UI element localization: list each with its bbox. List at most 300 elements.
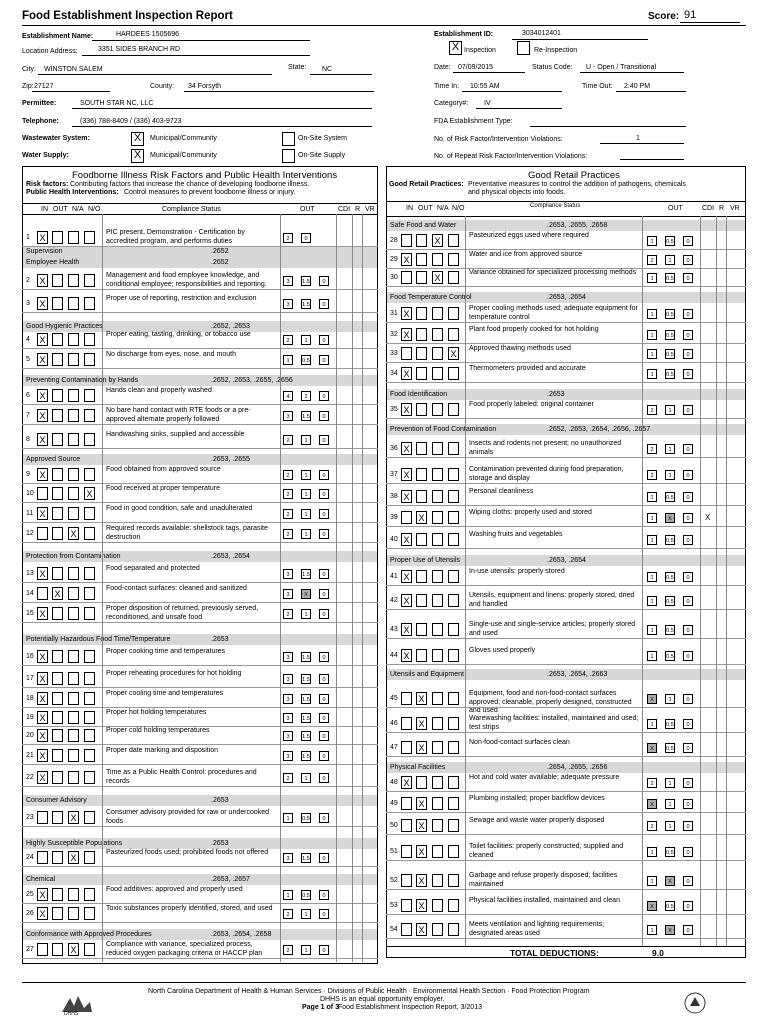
right-item-points-box[interactable]: 1	[647, 596, 657, 606]
left-item-points-box[interactable]: 1	[301, 609, 311, 619]
left-item-na-checkbox[interactable]	[68, 274, 79, 287]
right-item-in-checkbox[interactable]	[401, 511, 412, 524]
left-item-points-box[interactable]: 1	[283, 890, 293, 900]
right-item-points-box[interactable]: 1	[647, 369, 657, 379]
left-item-out-checkbox[interactable]	[52, 650, 63, 663]
right-item-points-box[interactable]: X	[647, 901, 657, 911]
right-item-no-checkbox[interactable]	[448, 511, 459, 524]
right-item-points-box[interactable]: 1	[665, 470, 675, 480]
left-item-na-checkbox[interactable]: X	[68, 811, 79, 824]
zip-field[interactable]: 27127	[34, 83, 54, 90]
left-item-points-box[interactable]: 3	[283, 713, 293, 723]
right-item-no-checkbox[interactable]	[448, 899, 459, 912]
right-item-in-checkbox[interactable]	[401, 874, 412, 887]
right-item-points-box[interactable]: 1	[665, 444, 675, 454]
left-item-points-box[interactable]: 1	[301, 909, 311, 919]
establishment-name-field[interactable]: HARDEES 1505696	[116, 31, 180, 38]
left-item-in-checkbox[interactable]: X	[37, 650, 48, 663]
right-item-in-checkbox[interactable]	[401, 819, 412, 832]
left-item-out-checkbox[interactable]	[52, 749, 63, 762]
right-item-no-checkbox[interactable]	[448, 490, 459, 503]
right-item-out-checkbox[interactable]	[416, 347, 427, 360]
right-item-no-checkbox[interactable]	[448, 717, 459, 730]
left-item-points-box[interactable]: 0	[319, 589, 329, 599]
left-item-points-box[interactable]: 1.5	[301, 674, 311, 684]
right-item-no-checkbox[interactable]	[448, 776, 459, 789]
right-item-out-checkbox[interactable]	[416, 234, 427, 247]
inspection-checkbox[interactable]: X	[449, 41, 462, 55]
left-item-points-box[interactable]: 1.5	[301, 731, 311, 741]
right-item-points-box[interactable]: 0	[683, 743, 693, 753]
left-item-na-checkbox[interactable]	[68, 711, 79, 724]
left-item-points-box[interactable]: 3	[283, 411, 293, 421]
telephone-field[interactable]: (336) 788-8409 / (336) 403-9723	[80, 118, 182, 125]
left-item-points-box[interactable]: 0	[319, 569, 329, 579]
right-item-in-checkbox[interactable]: X	[401, 253, 412, 266]
left-item-in-checkbox[interactable]: X	[37, 274, 48, 287]
right-item-out-checkbox[interactable]	[416, 307, 427, 320]
left-item-points-box[interactable]: 0	[319, 435, 329, 445]
left-item-points-box[interactable]: 2	[283, 909, 293, 919]
right-item-in-checkbox[interactable]: X	[401, 623, 412, 636]
right-item-points-box[interactable]: 1	[665, 799, 675, 809]
right-item-out-checkbox[interactable]	[416, 271, 427, 284]
right-item-points-box[interactable]: 1	[647, 876, 657, 886]
left-item-in-checkbox[interactable]: X	[37, 607, 48, 620]
left-item-points-box[interactable]: 1.5	[301, 652, 311, 662]
right-item-points-box[interactable]: 0.5	[665, 273, 675, 283]
left-item-in-checkbox[interactable]: X	[37, 672, 48, 685]
left-item-no-checkbox[interactable]	[84, 711, 95, 724]
left-item-out-checkbox[interactable]	[52, 353, 63, 366]
left-item-in-checkbox[interactable]: X	[37, 692, 48, 705]
right-item-na-checkbox[interactable]	[432, 490, 443, 503]
right-item-in-checkbox[interactable]: X	[401, 442, 412, 455]
right-item-out-checkbox[interactable]	[416, 367, 427, 380]
left-item-na-checkbox[interactable]	[68, 650, 79, 663]
right-item-points-box[interactable]: 0	[683, 778, 693, 788]
left-item-no-checkbox[interactable]	[84, 907, 95, 920]
location-field[interactable]: 3351 SIDES BRANCH RD	[98, 46, 181, 53]
total-deductions-value[interactable]: 9.0	[652, 948, 664, 958]
left-item-no-checkbox[interactable]	[84, 433, 95, 446]
right-item-points-box[interactable]: 0	[683, 925, 693, 935]
right-item-points-box[interactable]: 0.5	[665, 847, 675, 857]
right-item-in-checkbox[interactable]: X	[401, 594, 412, 607]
left-item-points-box[interactable]: 1	[301, 489, 311, 499]
right-item-points-box[interactable]: 0.5	[665, 236, 675, 246]
left-item-no-checkbox[interactable]	[84, 468, 95, 481]
right-item-na-checkbox[interactable]	[432, 623, 443, 636]
left-item-points-box[interactable]: 0	[319, 470, 329, 480]
right-item-no-checkbox[interactable]	[448, 403, 459, 416]
left-item-na-checkbox[interactable]: X	[68, 851, 79, 864]
right-item-in-checkbox[interactable]: X	[401, 328, 412, 341]
left-item-points-box[interactable]: 1.5	[301, 713, 311, 723]
establishment-id-field[interactable]: 3034012401	[522, 30, 561, 37]
state-field[interactable]: NC	[322, 66, 333, 73]
left-item-no-checkbox[interactable]	[84, 650, 95, 663]
left-item-points-box[interactable]: 3	[283, 276, 293, 286]
left-item-na-checkbox[interactable]	[68, 567, 79, 580]
right-item-points-box[interactable]: 0	[683, 369, 693, 379]
right-item-points-box[interactable]: 0.5	[665, 651, 675, 661]
left-item-na-checkbox[interactable]	[68, 749, 79, 762]
left-item-out-checkbox[interactable]	[52, 297, 63, 310]
left-item-out-checkbox[interactable]	[52, 527, 63, 540]
left-item-points-box[interactable]: 2	[283, 609, 293, 619]
right-item-points-box[interactable]: 0	[683, 901, 693, 911]
left-item-points-box[interactable]: 1	[301, 509, 311, 519]
right-item-no-checkbox[interactable]	[448, 307, 459, 320]
right-item-in-checkbox[interactable]	[401, 717, 412, 730]
right-item-in-checkbox[interactable]: X	[401, 570, 412, 583]
left-item-out-checkbox[interactable]	[52, 771, 63, 784]
left-item-points-box[interactable]: 0.5	[301, 890, 311, 900]
left-item-no-checkbox[interactable]	[84, 274, 95, 287]
left-item-out-checkbox[interactable]	[52, 433, 63, 446]
right-item-points-box[interactable]: 2	[647, 778, 657, 788]
left-item-out-checkbox[interactable]	[52, 409, 63, 422]
left-item-out-checkbox[interactable]	[52, 507, 63, 520]
left-item-in-checkbox[interactable]: X	[37, 231, 48, 244]
left-item-points-box[interactable]: 1	[301, 529, 311, 539]
left-item-points-box[interactable]: 3	[283, 589, 293, 599]
right-item-in-checkbox[interactable]	[401, 899, 412, 912]
county-field[interactable]: 34 Forsyth	[188, 83, 222, 90]
right-item-no-checkbox[interactable]	[448, 367, 459, 380]
left-item-points-box[interactable]: 1.5	[301, 411, 311, 421]
left-item-no-checkbox[interactable]: X	[84, 487, 95, 500]
right-item-points-box[interactable]: 0	[683, 651, 693, 661]
right-item-na-checkbox[interactable]	[432, 570, 443, 583]
right-item-points-box[interactable]: 0	[683, 236, 693, 246]
right-item-in-checkbox[interactable]	[401, 845, 412, 858]
left-item-na-checkbox[interactable]	[68, 672, 79, 685]
right-item-no-checkbox[interactable]	[448, 819, 459, 832]
left-item-points-box[interactable]: 1.5	[301, 569, 311, 579]
right-item-out-checkbox[interactable]	[416, 570, 427, 583]
right-item-na-checkbox[interactable]	[432, 347, 443, 360]
right-item-points-box[interactable]: 1	[647, 847, 657, 857]
right-item-points-box[interactable]: 0	[683, 876, 693, 886]
right-item-in-checkbox[interactable]: X	[401, 776, 412, 789]
right-item-points-box[interactable]: 0	[683, 492, 693, 502]
right-item-no-checkbox[interactable]	[448, 328, 459, 341]
right-item-points-box[interactable]: 0	[683, 273, 693, 283]
right-item-na-checkbox[interactable]	[432, 307, 443, 320]
left-item-na-checkbox[interactable]	[68, 297, 79, 310]
right-item-points-box[interactable]: 2	[647, 405, 657, 415]
right-item-out-checkbox[interactable]: X	[416, 845, 427, 858]
right-item-points-box[interactable]: 0.5	[665, 492, 675, 502]
right-item-in-checkbox[interactable]	[401, 923, 412, 936]
left-item-out-checkbox[interactable]	[52, 811, 63, 824]
left-item-points-box[interactable]: 0	[319, 355, 329, 365]
left-item-points-box[interactable]: 0	[301, 233, 311, 243]
water-municipal-checkbox[interactable]: X	[131, 149, 144, 163]
left-item-points-box[interactable]: 0	[319, 652, 329, 662]
right-item-na-checkbox[interactable]	[432, 923, 443, 936]
right-item-points-box[interactable]: 0.5	[665, 743, 675, 753]
left-item-points-box[interactable]: 0	[319, 890, 329, 900]
right-item-points-box[interactable]: 1	[647, 535, 657, 545]
left-item-points-box[interactable]: 1.5	[301, 276, 311, 286]
right-item-in-checkbox[interactable]: X	[401, 307, 412, 320]
left-item-points-box[interactable]: 1	[301, 335, 311, 345]
left-item-out-checkbox[interactable]	[52, 907, 63, 920]
left-item-in-checkbox[interactable]: X	[37, 468, 48, 481]
right-item-points-box[interactable]: 2	[647, 821, 657, 831]
left-item-no-checkbox[interactable]	[84, 811, 95, 824]
left-item-out-checkbox[interactable]	[52, 851, 63, 864]
left-item-in-checkbox[interactable]: X	[37, 771, 48, 784]
left-item-na-checkbox[interactable]	[68, 487, 79, 500]
right-item-points-box[interactable]: 0	[683, 572, 693, 582]
right-item-out-checkbox[interactable]	[416, 594, 427, 607]
left-item-no-checkbox[interactable]	[84, 333, 95, 346]
left-item-points-box[interactable]: 0	[319, 509, 329, 519]
right-item-points-box[interactable]: X	[665, 876, 675, 886]
right-item-no-checkbox[interactable]	[448, 923, 459, 936]
right-item-out-checkbox[interactable]	[416, 328, 427, 341]
right-item-no-checkbox[interactable]	[448, 649, 459, 662]
right-item-points-box[interactable]: 0.5	[665, 625, 675, 635]
left-item-no-checkbox[interactable]	[84, 297, 95, 310]
right-item-na-checkbox[interactable]: X	[432, 271, 443, 284]
left-item-in-checkbox[interactable]	[37, 811, 48, 824]
right-item-points-box[interactable]: 1	[647, 925, 657, 935]
right-item-na-checkbox[interactable]	[432, 845, 443, 858]
city-field[interactable]: WINSTON SALEM	[44, 66, 103, 73]
right-item-points-box[interactable]: 0	[683, 405, 693, 415]
right-item-na-checkbox[interactable]	[432, 511, 443, 524]
left-item-in-checkbox[interactable]: X	[37, 729, 48, 742]
left-item-out-checkbox[interactable]	[52, 711, 63, 724]
left-item-out-checkbox[interactable]	[52, 888, 63, 901]
left-item-na-checkbox[interactable]	[68, 333, 79, 346]
right-item-na-checkbox[interactable]	[432, 594, 443, 607]
left-item-points-box[interactable]: 0	[319, 674, 329, 684]
left-item-points-box[interactable]: 3	[283, 853, 293, 863]
left-item-points-box[interactable]: 0	[319, 609, 329, 619]
left-item-na-checkbox[interactable]	[68, 888, 79, 901]
left-item-points-box[interactable]: 0	[319, 489, 329, 499]
right-item-points-box[interactable]: 2	[647, 444, 657, 454]
left-item-points-box[interactable]: 1	[301, 945, 311, 955]
right-item-points-box[interactable]: 0	[683, 719, 693, 729]
left-item-in-checkbox[interactable]: X	[37, 433, 48, 446]
right-item-points-box[interactable]: 0.5	[665, 596, 675, 606]
left-item-in-checkbox[interactable]	[37, 527, 48, 540]
right-item-in-checkbox[interactable]	[401, 234, 412, 247]
right-item-out-checkbox[interactable]: X	[416, 741, 427, 754]
right-item-na-checkbox[interactable]	[432, 692, 443, 705]
left-item-points-box[interactable]: 0	[319, 276, 329, 286]
left-item-out-checkbox[interactable]	[52, 692, 63, 705]
category-field[interactable]: IV	[484, 100, 491, 107]
right-item-no-checkbox[interactable]	[448, 253, 459, 266]
right-item-points-box[interactable]: 1	[647, 349, 657, 359]
left-item-out-checkbox[interactable]	[52, 274, 63, 287]
right-item-points-box[interactable]: 1	[647, 625, 657, 635]
reinspection-checkbox[interactable]	[517, 41, 530, 55]
left-item-no-checkbox[interactable]	[84, 749, 95, 762]
left-item-points-box[interactable]: 0	[319, 694, 329, 704]
left-item-in-checkbox[interactable]: X	[37, 711, 48, 724]
right-item-in-checkbox[interactable]	[401, 797, 412, 810]
right-item-points-box[interactable]: 1	[647, 330, 657, 340]
right-item-points-box[interactable]: 0	[683, 349, 693, 359]
right-item-in-checkbox[interactable]: X	[401, 533, 412, 546]
left-item-out-checkbox[interactable]: X	[52, 587, 63, 600]
right-item-no-checkbox[interactable]	[448, 594, 459, 607]
left-item-points-box[interactable]: 1	[283, 813, 293, 823]
left-item-in-checkbox[interactable]: X	[37, 353, 48, 366]
right-item-no-checkbox[interactable]: X	[448, 347, 459, 360]
right-item-in-checkbox[interactable]	[401, 692, 412, 705]
left-item-points-box[interactable]: 3	[283, 674, 293, 684]
right-item-no-checkbox[interactable]	[448, 468, 459, 481]
right-item-in-checkbox[interactable]: X	[401, 403, 412, 416]
left-item-no-checkbox[interactable]	[84, 771, 95, 784]
right-item-points-box[interactable]: 1	[647, 309, 657, 319]
right-item-points-box[interactable]: 1	[647, 236, 657, 246]
right-item-na-checkbox[interactable]	[432, 403, 443, 416]
left-item-na-checkbox[interactable]	[68, 729, 79, 742]
left-item-points-box[interactable]: 1	[301, 773, 311, 783]
right-item-points-box[interactable]: 0	[683, 309, 693, 319]
right-item-no-checkbox[interactable]	[448, 623, 459, 636]
left-item-no-checkbox[interactable]	[84, 587, 95, 600]
left-item-na-checkbox[interactable]: X	[68, 943, 79, 956]
left-item-points-box[interactable]: X	[301, 589, 311, 599]
left-item-in-checkbox[interactable]: X	[37, 409, 48, 422]
right-item-points-box[interactable]: 1	[647, 651, 657, 661]
right-item-points-box[interactable]: 1	[665, 694, 675, 704]
left-item-points-box[interactable]: 0	[319, 945, 329, 955]
left-item-na-checkbox[interactable]: X	[68, 527, 79, 540]
left-item-points-box[interactable]: 2	[283, 435, 293, 445]
right-item-na-checkbox[interactable]	[432, 776, 443, 789]
left-item-points-box[interactable]: 0	[319, 731, 329, 741]
right-item-points-box[interactable]: X	[647, 743, 657, 753]
left-item-in-checkbox[interactable]	[37, 587, 48, 600]
status-code-field[interactable]: U - Open / Transitional	[586, 64, 657, 71]
left-item-points-box[interactable]: 0	[319, 529, 329, 539]
left-item-no-checkbox[interactable]	[84, 672, 95, 685]
left-item-na-checkbox[interactable]	[68, 507, 79, 520]
left-item-no-checkbox[interactable]	[84, 567, 95, 580]
left-item-points-box[interactable]: 1.5	[301, 751, 311, 761]
left-item-no-checkbox[interactable]	[84, 409, 95, 422]
right-item-out-checkbox[interactable]	[416, 623, 427, 636]
right-item-points-box[interactable]: X	[647, 799, 657, 809]
right-item-in-checkbox[interactable]: X	[401, 649, 412, 662]
left-item-points-box[interactable]: 2	[283, 509, 293, 519]
left-item-out-checkbox[interactable]	[52, 389, 63, 402]
wastewater-municipal-checkbox[interactable]: X	[131, 132, 144, 146]
right-item-points-box[interactable]: 0.5	[665, 572, 675, 582]
left-item-in-checkbox[interactable]: X	[37, 389, 48, 402]
right-item-no-checkbox[interactable]	[448, 874, 459, 887]
right-item-na-checkbox[interactable]	[432, 253, 443, 266]
left-item-points-box[interactable]: 2	[283, 470, 293, 480]
left-item-na-checkbox[interactable]	[68, 353, 79, 366]
left-item-points-box[interactable]: 3	[283, 299, 293, 309]
left-item-in-checkbox[interactable]: X	[37, 567, 48, 580]
left-item-points-box[interactable]: 2	[283, 335, 293, 345]
left-item-points-box[interactable]: 0	[319, 773, 329, 783]
date-field[interactable]: 07/09/2015	[458, 64, 494, 71]
permittee-field[interactable]: SOUTH STAR NC, LLC	[80, 100, 154, 107]
right-item-in-checkbox[interactable]	[401, 347, 412, 360]
left-item-points-box[interactable]: 2	[283, 945, 293, 955]
right-item-out-checkbox[interactable]: X	[416, 899, 427, 912]
left-item-out-checkbox[interactable]	[52, 231, 63, 244]
right-item-points-box[interactable]: 0	[683, 330, 693, 340]
left-item-no-checkbox[interactable]	[84, 692, 95, 705]
right-item-points-box[interactable]: 1	[665, 778, 675, 788]
right-item-out-checkbox[interactable]	[416, 776, 427, 789]
right-item-no-checkbox[interactable]	[448, 533, 459, 546]
right-item-out-checkbox[interactable]	[416, 533, 427, 546]
right-item-points-box[interactable]: 1	[647, 492, 657, 502]
right-item-points-box[interactable]: 0	[683, 847, 693, 857]
left-item-in-checkbox[interactable]: X	[37, 507, 48, 520]
right-item-no-checkbox[interactable]	[448, 570, 459, 583]
right-item-points-box[interactable]: 0	[683, 444, 693, 454]
right-item-no-checkbox[interactable]	[448, 692, 459, 705]
left-item-points-box[interactable]: 0	[319, 335, 329, 345]
right-item-points-box[interactable]: 0	[683, 596, 693, 606]
left-item-points-box[interactable]: 1.5	[301, 299, 311, 309]
right-item-in-checkbox[interactable]: X	[401, 367, 412, 380]
left-item-na-checkbox[interactable]	[68, 692, 79, 705]
onsite-supply-checkbox[interactable]	[282, 149, 295, 163]
right-item-out-checkbox[interactable]	[416, 442, 427, 455]
right-item-points-box[interactable]: 0	[683, 821, 693, 831]
left-item-no-checkbox[interactable]	[84, 888, 95, 901]
right-item-points-box[interactable]: X	[647, 694, 657, 704]
left-item-na-checkbox[interactable]	[68, 389, 79, 402]
left-item-na-checkbox[interactable]	[68, 231, 79, 244]
right-item-points-box[interactable]: 0	[683, 513, 693, 523]
right-item-na-checkbox[interactable]	[432, 797, 443, 810]
right-item-points-box[interactable]: 0.5	[665, 535, 675, 545]
left-item-points-box[interactable]: 2	[301, 391, 311, 401]
onsite-system-checkbox[interactable]	[282, 132, 295, 146]
right-item-na-checkbox[interactable]	[432, 874, 443, 887]
right-item-na-checkbox[interactable]	[432, 468, 443, 481]
right-item-no-checkbox[interactable]	[448, 741, 459, 754]
left-item-no-checkbox[interactable]	[84, 231, 95, 244]
left-item-no-checkbox[interactable]	[84, 607, 95, 620]
score-value[interactable]: 91	[684, 9, 697, 21]
left-item-points-box[interactable]: 0	[319, 391, 329, 401]
left-item-points-box[interactable]: 0.5	[301, 813, 311, 823]
left-item-points-box[interactable]: 2	[283, 529, 293, 539]
left-item-out-checkbox[interactable]	[52, 607, 63, 620]
right-item-points-box[interactable]: 0	[683, 470, 693, 480]
right-item-no-checkbox[interactable]	[448, 234, 459, 247]
right-item-out-checkbox[interactable]: X	[416, 717, 427, 730]
left-item-points-box[interactable]: 3	[283, 694, 293, 704]
left-item-out-checkbox[interactable]	[52, 729, 63, 742]
left-item-out-checkbox[interactable]	[52, 943, 63, 956]
left-item-na-checkbox[interactable]	[68, 409, 79, 422]
right-item-na-checkbox[interactable]	[432, 649, 443, 662]
